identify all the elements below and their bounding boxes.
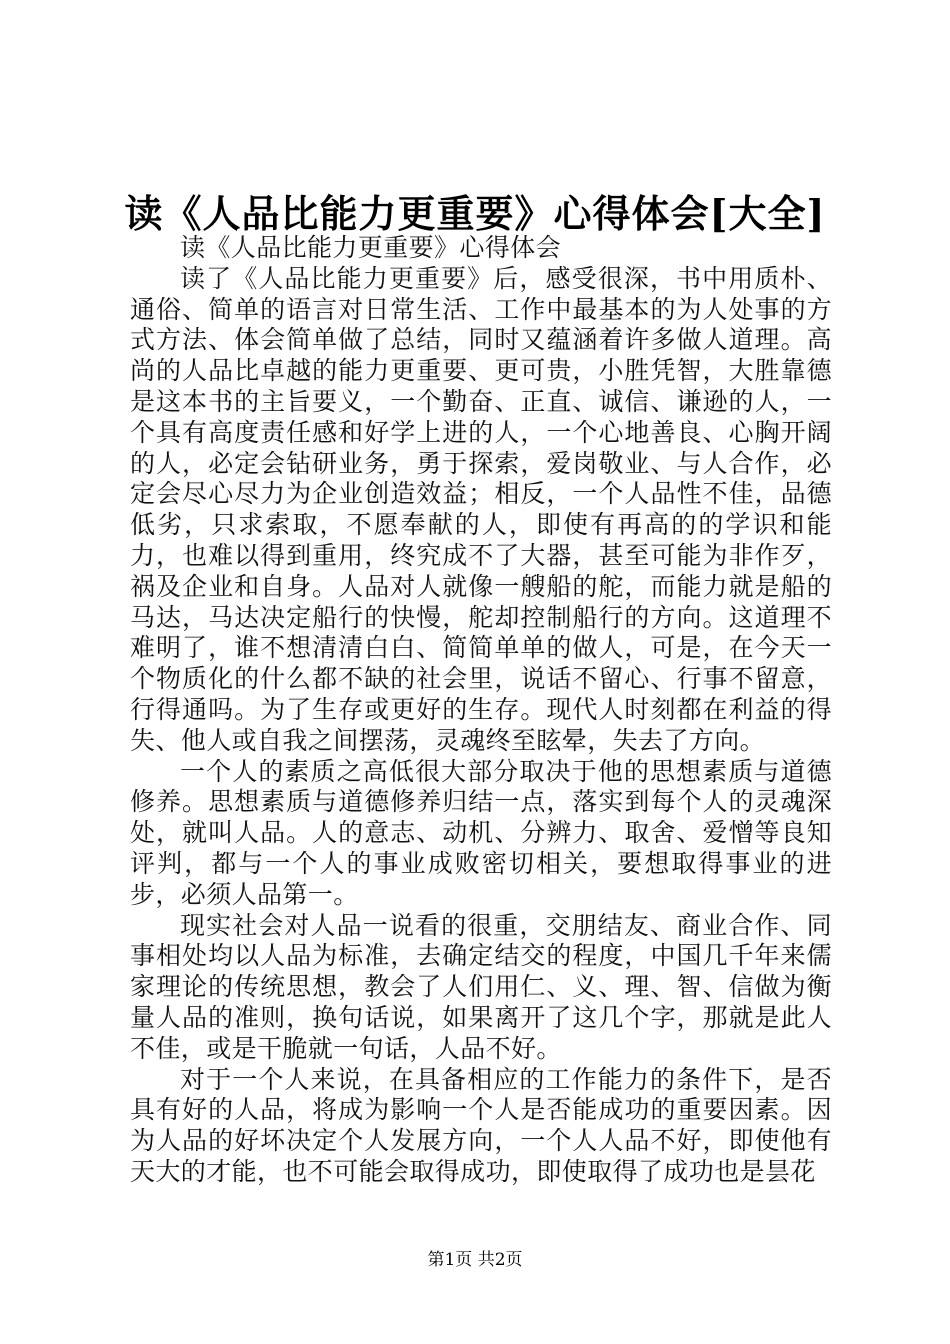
subtitle-paragraph: 读《人品比能力更重要》心得体会: [180, 233, 562, 262]
body-paragraph: 一个人的素质之高低很大部分取决于他的思想素质与道德修养。思想素质与道德修养归结一点，落实到每个人的灵魂深处，就叫人品。人的意志、动机、分辨力、取舍、爱憎等良知评判，都与一个人的事业成败密切相关，要想取得事业的进步，必须人品第一。: [130, 756, 832, 909]
body-paragraph: 对于一个人来说，在具备相应的工作能力的条件下，是否具有好的人品，将成为影响一个人是否能成功的重要因素。因为人品的好坏决定个人发展方向，一个人人品不好，即使他有天大的才能，也不可能会取得成功，即使取得了成功也是昙花: [130, 1064, 832, 1186]
body-paragraph: 读了《人品比能力更重要》后，感受很深，书中用质朴、通俗、简单的语言对日常生活、工作中最基本的为人处事的方式方法、体会简单做了总结，同时又蕴涵着许多做人道理。高尚的人品比卓越的能力更重要、更可贵，小胜凭智，大胜靠德是这本书的主旨要义，一个勤奋、正直、诚信、谦逊的人，一个具有高度责任感和好学上进的人，一个心地善良、心胸开阔的人，必定会钻研业务，勇于探索，爱岗敬业、与人合作，必定会尽心尽力为企业创造效益；相反，一个人品性不佳，品德低劣，只求索取，不愿奉献的人，即使有再高的的学识和能力，也难以得到重用，终究成不了大器，甚至可能为非作歹，祸及企业和自身。人品对人就像一艘船的舵，而能力就是船的马达，马达决定船行的快慢，舵却控制船行的方向。这道理不难明了，谁不想清清白白、简简单单的做人，可是，在今天一个物质化的什么都不缺的社会里，说话不留心、行事不留意，行得通吗。为了生存或更好的生存。现代人时刻都在利益的得失、他人或自我之间摆荡，灵魂终至眩晕，失去了方向。: [130, 263, 832, 755]
document-title: 读《人品比能力更重要》心得体会[大全]: [124, 191, 826, 236]
page-footer: 第1页 共2页: [427, 1250, 523, 1270]
document-body: [130, 233, 832, 1188]
body-paragraph: 现实社会对人品一说看的很重，交朋结友、商业合作、同事相处均以人品为标准，去确定结交的程度，中国几千年来儒家理论的传统思想，教会了人们用仁、义、理、智、信做为衡量人品的准则，换句话说，如果离开了这几个字，那就是此人不佳，或是干脆就一句话，人品不好。: [130, 910, 832, 1063]
